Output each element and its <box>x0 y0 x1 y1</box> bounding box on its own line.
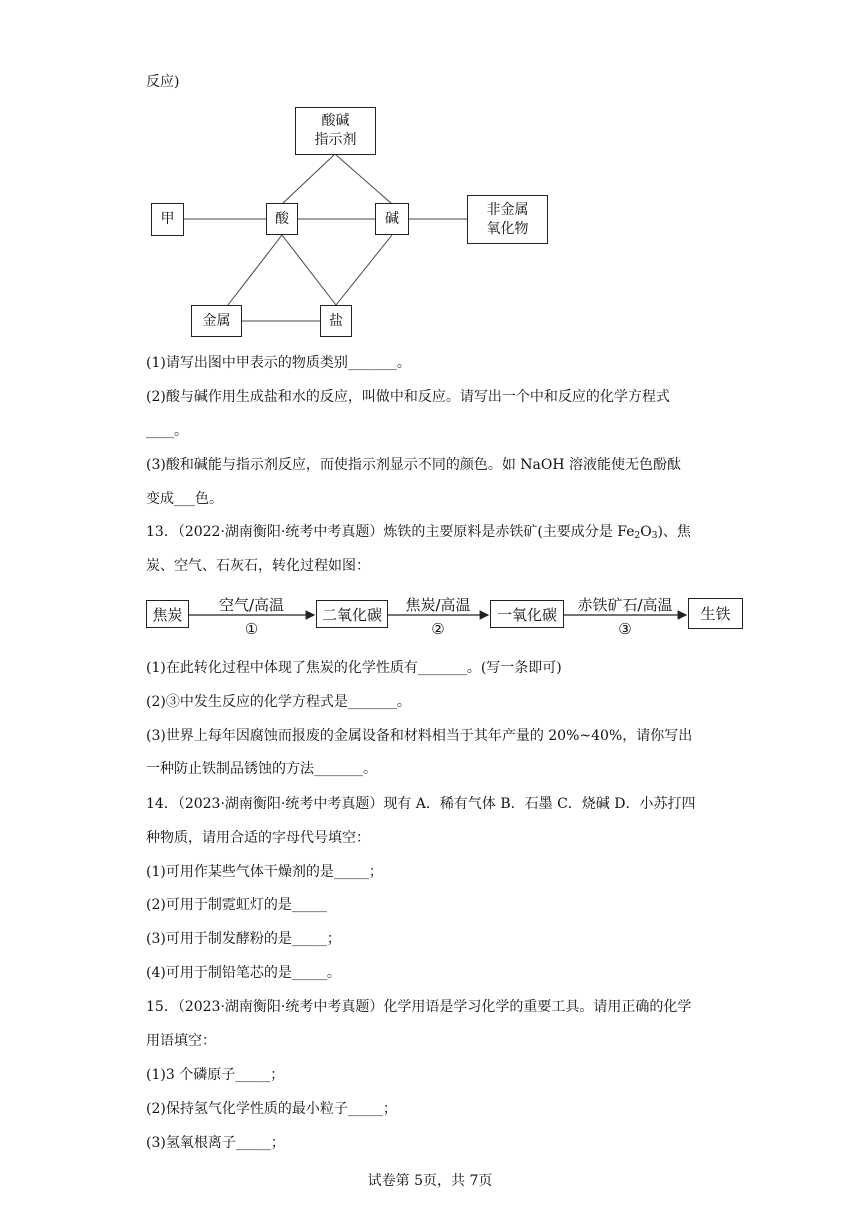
nonmetal-oxide-box <box>467 195 548 244</box>
q14-part1: (1)可用作某些气体干燥剂的是_____； <box>146 864 383 880</box>
flow-box-co2 <box>316 600 388 628</box>
indicator-label-line1: 酸碱 <box>321 113 350 129</box>
q15-part1: (1)3 个磷原子_____； <box>146 1067 285 1083</box>
q13-part1: (1)在此转化过程中体现了焦炭的化学性质有_______。(写一条即可) <box>146 660 562 676</box>
base-label: 碱 <box>385 210 399 227</box>
flow-condition-2: 焦炭/高温 <box>405 596 471 614</box>
q13-heading-tail: )、焦 <box>657 524 691 540</box>
metal-box <box>191 305 242 337</box>
top-fragment: 反应) <box>146 74 180 90</box>
q12-part1: (1)请写出图中甲表示的物质类别_______。 <box>146 355 411 371</box>
q14-part4: (4)可用于制铅笔芯的是_____。 <box>146 965 341 981</box>
flow-box-pig-iron <box>688 598 743 629</box>
q12-part3-line2: 变成___色。 <box>146 491 223 507</box>
flow-step-1: ① <box>244 620 259 638</box>
flow-condition-1: 空气/高温 <box>218 596 285 614</box>
base-box <box>375 203 409 235</box>
q15-part3: (3)氢氧根离子_____； <box>146 1135 285 1151</box>
flow-box-co2-label: 二氧化碳 <box>321 605 382 624</box>
q13-part2: (2)③中发生反应的化学方程式是_______。 <box>146 694 411 710</box>
q13-part3-line1: (3)世界上每年因腐蚀而报废的金属设备和材料相当于其年产量的 20%~40%，请你写出 <box>146 728 693 744</box>
q14-heading-line2: 种物质，请用合适的字母代号填空： <box>146 830 370 846</box>
acid-label: 酸 <box>275 210 289 227</box>
nonmetal-oxide-label-line2: 氧化物 <box>486 220 529 237</box>
q12-part3-line1: (3)酸和碱能与指示剂反应，而使指示剂显示不同的颜色。如 NaOH 溶液能使无色酚酞 <box>146 457 682 473</box>
subscript-2: 2 <box>634 531 641 541</box>
subscript-3: 3 <box>651 531 658 541</box>
flow-box-pig-iron-label: 生铁 <box>700 605 731 623</box>
flow-step-2: ② <box>431 620 445 638</box>
indicator-box <box>295 107 376 155</box>
acid-box <box>266 203 298 235</box>
page-footer: 试卷第 5页，共 7页 <box>367 1173 493 1189</box>
q12-part2-line2: ____。 <box>146 423 188 439</box>
nonmetal-oxide-label-line1: 非金属 <box>486 201 529 218</box>
q14-part2: (2)可用于制霓虹灯的是_____ <box>146 897 327 913</box>
flow-box-co <box>490 600 564 628</box>
jia-box <box>151 203 184 236</box>
metal-label: 金属 <box>202 312 231 329</box>
q15-part2: (2)保持氢气化学性质的最小粒子_____； <box>146 1101 397 1117</box>
flow-condition-3: 赤铁矿石/高温 <box>577 596 673 614</box>
q12-part2-line1: (2)酸与碱作用生成盐和水的反应，叫做中和反应。请写出一个中和反应的化学方程式 <box>146 389 670 405</box>
q13-heading-oxygen: O <box>640 524 652 540</box>
flow-step-3: ③ <box>618 620 632 638</box>
q13-part3-line2: 一种防止铁制品锈蚀的方法_______。 <box>146 761 377 777</box>
q13-heading-text: 13．（2022·湖南衡阳·统考中考真题）炼铁的主要原料是赤铁矿(主要成分是 Fe <box>146 524 635 540</box>
indicator-label-line2: 指示剂 <box>314 132 357 148</box>
flow-box-coke <box>146 600 189 628</box>
q13-heading-line2: 炭、空气、石灰石，转化过程如图： <box>146 558 370 574</box>
q14-heading-line1: 14．（2023·湖南衡阳·统考中考真题）现有 A．稀有气体 B．石墨 C．烧碱 D．小苏打四 <box>146 796 696 812</box>
flow-box-co-label: 一氧化碳 <box>496 605 557 624</box>
q15-heading-line1: 15．（2023·湖南衡阳·统考中考真题）化学用语是学习化学的重要工具。请用正确的化学 <box>146 999 692 1015</box>
flow-box-coke-label: 焦炭 <box>152 605 183 624</box>
diagram-lines <box>0 0 860 360</box>
jia-label: 甲 <box>160 211 175 227</box>
salt-box <box>320 305 352 337</box>
q14-part3: (3)可用于制发酵粉的是_____； <box>146 931 341 947</box>
q15-heading-line2: 用语填空： <box>146 1033 216 1049</box>
salt-label: 盐 <box>329 312 343 329</box>
q13-heading-line1 <box>146 522 691 546</box>
